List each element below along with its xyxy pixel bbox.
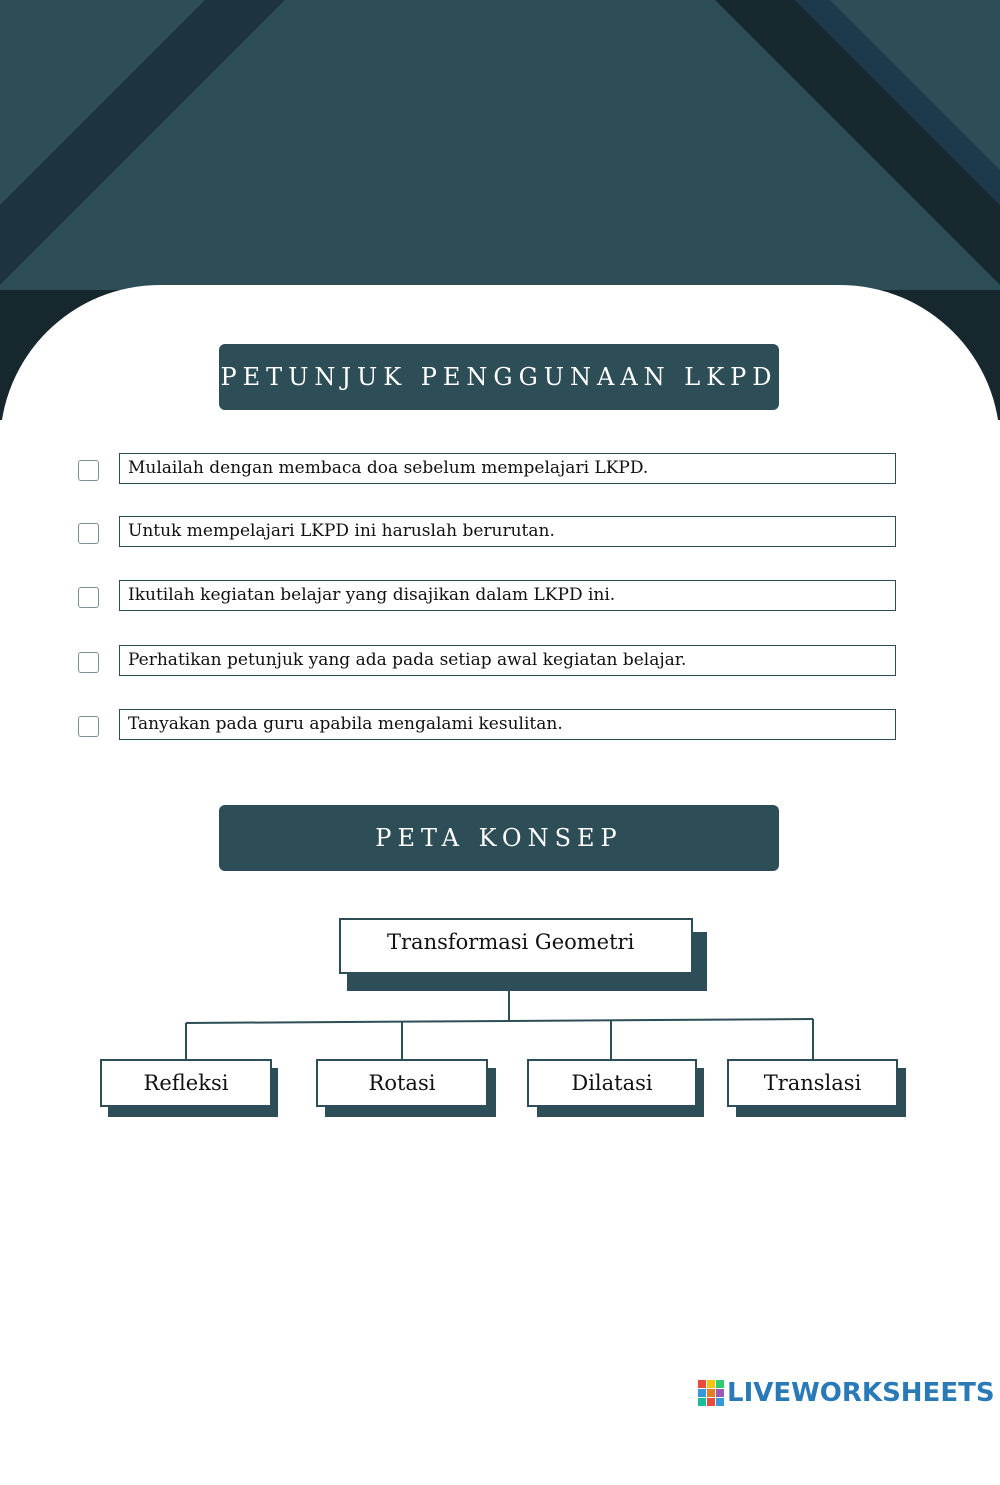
node-label: Rotasi	[368, 1071, 436, 1095]
concept-node-refleksi	[100, 1059, 272, 1107]
instruction-text: Tanyakan pada guru apabila mengalami kesulitan.	[119, 709, 896, 740]
checkbox[interactable]	[78, 523, 99, 544]
instruction-text: Perhatikan petunjuk yang ada pada setiap awal kegiatan belajar.	[119, 645, 896, 676]
checklist-item	[0, 645, 1000, 679]
concept-node-dilatasi	[527, 1059, 697, 1107]
node-label: Dilatasi	[571, 1071, 653, 1095]
root-label: Transformasi Geometri	[387, 930, 635, 954]
watermark-text: LIVEWORKSHEETS	[727, 1378, 995, 1408]
instruction-text: Untuk mempelajari LKPD ini haruslah berurutan.	[119, 516, 896, 547]
checklist-item	[0, 580, 1000, 614]
concept-map-header	[219, 805, 779, 871]
liveworksheets-logo-icon	[698, 1380, 724, 1406]
instruction-text: Mulailah dengan membaca doa sebelum mempelajari LKPD.	[119, 453, 896, 484]
checkbox[interactable]	[78, 716, 99, 737]
checkbox[interactable]	[78, 587, 99, 608]
concept-node-rotasi	[316, 1059, 488, 1107]
instructions-header	[219, 344, 779, 410]
checkbox[interactable]	[78, 460, 99, 481]
liveworksheets-watermark	[698, 1378, 995, 1408]
concept-node-translasi	[727, 1059, 898, 1107]
checklist-item	[0, 453, 1000, 487]
checkbox[interactable]	[78, 652, 99, 673]
concept-map-title: PETA KONSEP	[375, 824, 623, 852]
concept-root-node	[339, 918, 693, 974]
node-label: Translasi	[763, 1071, 862, 1095]
checklist-item	[0, 709, 1000, 743]
node-label: Refleksi	[143, 1071, 229, 1095]
checklist-item	[0, 516, 1000, 550]
instruction-text: Ikutilah kegiatan belajar yang disajikan dalam LKPD ini.	[119, 580, 896, 611]
instructions-title: PETUNJUK PENGGUNAAN LKPD	[220, 363, 778, 391]
